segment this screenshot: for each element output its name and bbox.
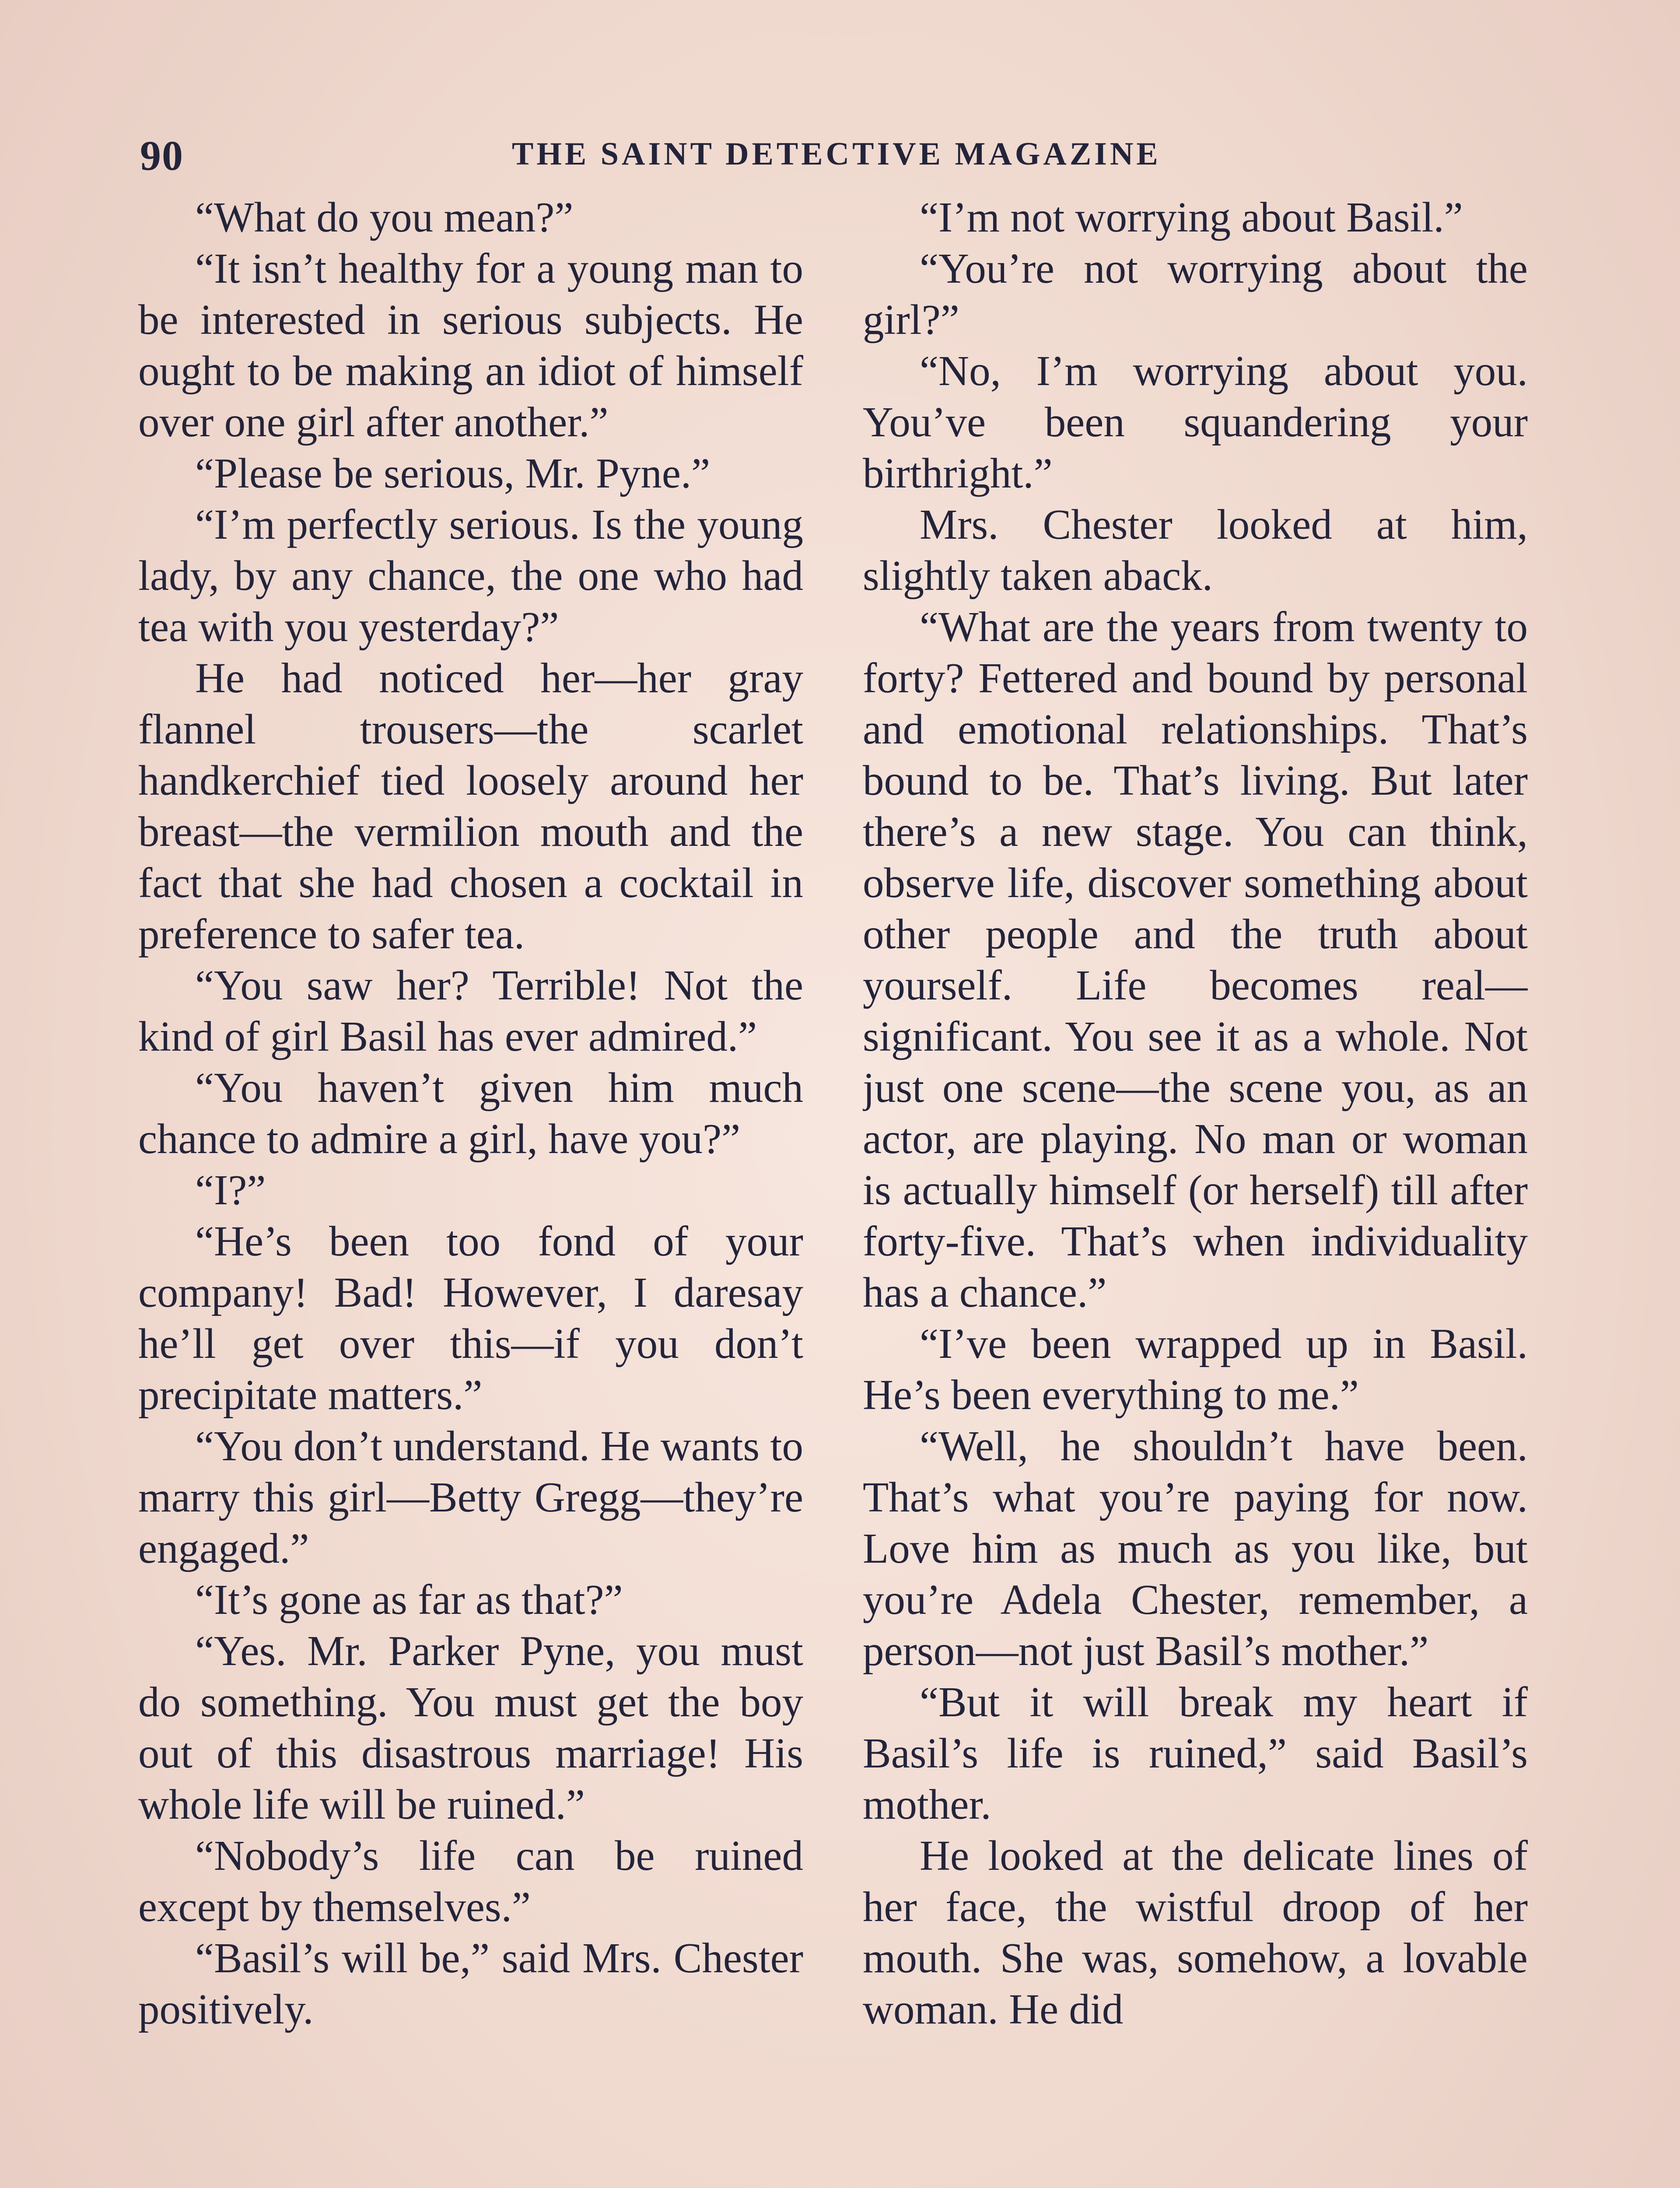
paragraph: “What do you mean?” bbox=[195, 194, 574, 241]
paragraph: “It’s gone as far as that?” bbox=[195, 1576, 623, 1623]
paragraph: “Nobody’s life can be ruined except by themselves.” bbox=[138, 1832, 803, 1930]
running-title: THE SAINT DETECTIVE MAGAZINE bbox=[512, 136, 1161, 172]
paragraph: “Basil’s will be,” said Mrs. Chester positively. bbox=[138, 1935, 803, 2033]
paragraph: “I’ve been wrapped up in Basil. He’s been everything to me.” bbox=[863, 1320, 1528, 1418]
paragraph: He looked at the delicate lines of her face, the wistful droop of her mouth. She was, somehow, a lovable woman. He did bbox=[863, 1832, 1528, 2033]
paragraph: “Well, he shouldn’t have been. That’s what you’re paying for now. Love him as much as you like, but you’re Adela Chester, remember, a person—not just Basil’s mother.” bbox=[863, 1423, 1528, 1674]
page-header bbox=[140, 131, 1531, 184]
paragraph: “He’s been too fond of your company! Bad! However, I daresay he’ll get over this—if you don’t precipitate matters.” bbox=[138, 1218, 803, 1418]
paragraph: “You don’t understand. He wants to marry this girl—Betty Gregg—they’re engaged.” bbox=[138, 1423, 803, 1572]
paragraph: “You saw her? Terrible! Not the kind of girl Basil has ever admired.” bbox=[138, 962, 803, 1060]
paragraph: “I’m perfectly serious. Is the young lady, by any chance, the one who had tea with you yesterday?” bbox=[138, 501, 803, 650]
paragraph: “What are the years from twenty to forty? Fettered and bound by personal and emotional relationships. That’s bound to be. That’s living. But later there’s a new stage. You can think, observe life, discover something about other people and the truth about yourself. Life becomes real—significant. You see it as a whole. Not just one scene—the scene you, as an actor, are playing. No man or woman is actually himself (or herself) till after forty-five. That’s when individuality has a chance.” bbox=[863, 603, 1528, 1316]
paragraph: “I’m not worrying about Basil.” bbox=[920, 194, 1463, 241]
paragraph: “You’re not worrying about the girl?” bbox=[863, 245, 1528, 343]
paragraph: “I?” bbox=[195, 1167, 266, 1213]
paragraph: He had noticed her—her gray flannel trousers—the scarlet handkerchief tied loosely around her breast—the vermilion mouth and the fact that she had chosen a cocktail in preference to safer tea. bbox=[138, 655, 803, 957]
page-number: 90 bbox=[140, 132, 184, 179]
paragraph: “You haven’t given him much chance to admire a girl, have you?” bbox=[138, 1064, 803, 1162]
paragraph: “It isn’t healthy for a young man to be interested in serious subjects. He ought to be making an idiot of himself over one girl after another.” bbox=[138, 245, 803, 445]
paragraph: “Yes. Mr. Parker Pyne, you must do something. You must get the boy out of this disastrous marriage! His whole life will be ruined.” bbox=[138, 1627, 803, 1828]
paragraph: “But it will break my heart if Basil’s life is ruined,” said Basil’s mother. bbox=[863, 1679, 1528, 1828]
left-text-column bbox=[138, 192, 803, 2188]
paragraph: “No, I’m worrying about you. You’ve been squandering your birthright.” bbox=[863, 347, 1528, 497]
paragraph: “Please be serious, Mr. Pyne.” bbox=[195, 450, 710, 497]
right-text-column bbox=[863, 192, 1528, 2188]
paragraph: Mrs. Chester looked at him, slightly taken aback. bbox=[863, 501, 1528, 599]
